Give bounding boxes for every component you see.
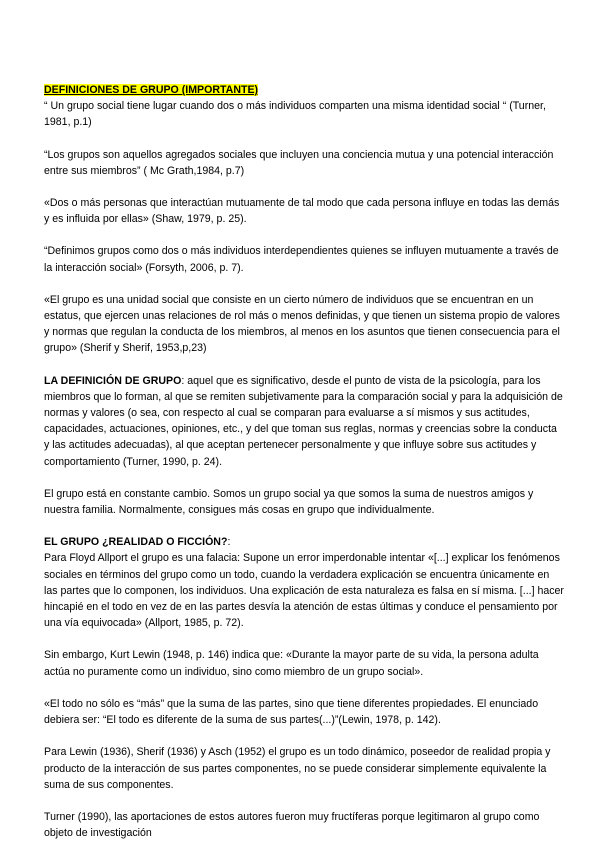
document-title: DEFINICIONES DE GRUPO (IMPORTANTE) [44, 84, 259, 96]
dinamico-paragraph: Para Lewin (1936), Sherif (1936) y Asch (1952) el grupo es un todo dinámico, poseedor de realidad propia y producto de la interacción de sus partes componentes, no se puede considerar simplemente equivalente la suma de sus componentes. [44, 746, 551, 791]
definicion-text: : aquel que es significativo, desde el punto de vista de la psicología, para los miembros que lo forman, al que se remiten subjetivamente para la comparación social y para la adquisición de normas y valores (o sea, con respecto al cual se comparan para evaluarse a sí mismos y sus actitudes, capacidades, actuaciones, opiniones, etc., y del que toman sus reglas, normas y creencias sobre la conducta y las actitudes adecuadas), al que aceptan pertenecer personalmente y que influye sobre sus actitudes y comportamiento (Turner, 1990, p. 24). [44, 374, 563, 468]
realidad-heading-colon: : [227, 536, 231, 549]
todo-paragraph: «El todo no sólo es “más” que la suma de las partes, sino que tiene diferentes propiedades. El enunciado debiera ser: “El todo es diferente de la suma de sus partes(...)”(Lewin, 1978, p. 142). [44, 697, 539, 727]
lewin-paragraph: Sin embargo, Kurt Lewin (1948, p. 146) indica que: «Durante la mayor parte de su vida, la persona adulta actúa no puramente como un individuo, sino como miembro de un grupo social». [44, 649, 539, 678]
definition-shaw: «Dos o más personas que interactúan mutuamente de tal modo que cada persona influye en todas las demás y es influida por ellas» (Shaw, 1979, p. 25). [44, 197, 560, 226]
realidad-heading-line [44, 534, 564, 550]
title-block [44, 82, 564, 98]
definition-mcgrath: “Los grupos son aquellos agregados sociales que incluyen una conciencia mutua y una potencial interacción entre sus miembros” ( Mc Grath,1984, p.7) [44, 148, 554, 177]
definition-forsyth: “Definimos grupos como dos o más individuos interdependientes quienes se influyen mutuamente a través de la interacción social» (Forsyth, 2006, p. 7). [44, 245, 559, 274]
definicion-heading: LA DEFINICIÓN DE GRUPO [44, 374, 182, 387]
allport-paragraph: Para Floyd Allport el grupo es una falacia: Supone un error imperdonable intentar «[...] explicar los fenómenos sociales en términos del grupo como un todo, cuando la verdadera explicación se encuentra únicamente en las partes que lo componen, los individuos. Una explicación de esta naturaleza es falsa en sí misma. [...] hacer hincapié en el todo en vez de en las partes desvía la atención de estas últimas y conduce el pensamiento por una vía equivocada» (Allport, 1985, p. 72). [44, 552, 564, 630]
definition-turner: “ Un grupo social tiene lugar cuando dos o más individuos comparten una misma identidad social “ (Turner, 1981, p.1) [44, 100, 546, 129]
realidad-heading: EL GRUPO ¿REALIDAD O FICCIÓN? [44, 536, 228, 549]
definicion-paragraph [44, 373, 564, 470]
definition-sherif: «El grupo es una unidad social que consiste en un cierto número de individuos que se encuentran en un estatus, que ejercen unas relaciones de rol más o menos definidas, y que tienen un sistema propio de valores y normas que regulan la conducta de los miembros, al menos en los asuntos que tienen consecuencia para el grupo» (Sherif y Sherif, 1953,p,23) [44, 293, 560, 355]
grupo-cambio-paragraph: El grupo está en constante cambio. Somos un grupo social ya que somos la suma de nuestros amigos y nuestra familia. Normalmente, consigues más cosas en grupo que individualmente. [44, 487, 534, 517]
turner-paragraph: Turner (1990), las aportaciones de estos autores fueron muy fructíferas porque legitimaron al grupo como objeto de investigación [44, 810, 540, 840]
